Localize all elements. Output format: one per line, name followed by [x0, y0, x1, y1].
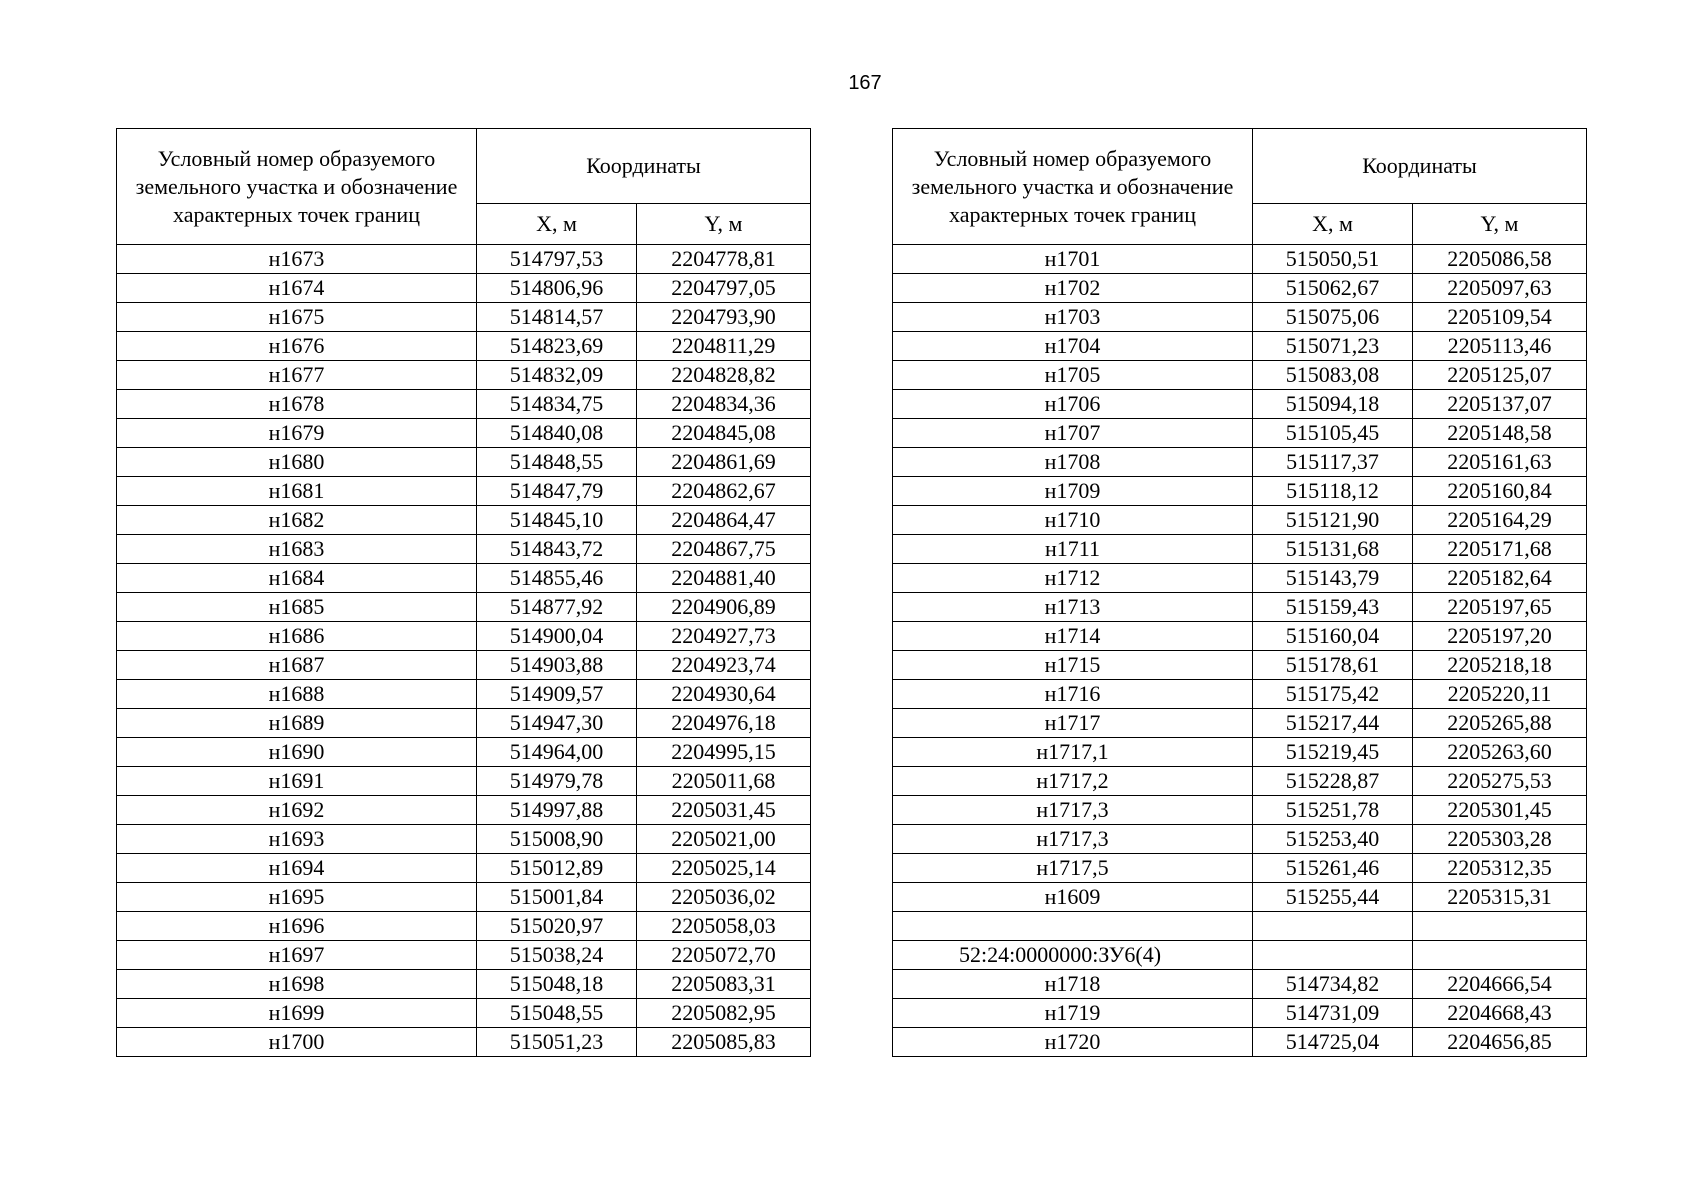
- x-coordinate-cell: 515253,40: [1253, 825, 1413, 854]
- y-coordinate-cell: 2205036,02: [637, 883, 811, 912]
- point-name-cell: н1701: [893, 245, 1253, 274]
- header-point-name: Условный номер образуемого земельного участка и обозначение характерных точек границ: [117, 129, 477, 245]
- y-coordinate-cell: 2205125,07: [1413, 361, 1587, 390]
- x-coordinate-cell: 514877,92: [477, 593, 637, 622]
- y-coordinate-cell: 2205164,29: [1413, 506, 1587, 535]
- table-body-left: [117, 245, 811, 1057]
- table-row: [117, 622, 811, 651]
- y-coordinate-cell: 2205263,60: [1413, 738, 1587, 767]
- x-coordinate-cell: 515050,51: [1253, 245, 1413, 274]
- table-row: [117, 419, 811, 448]
- x-coordinate-cell: 515178,61: [1253, 651, 1413, 680]
- table-row: [117, 680, 811, 709]
- x-coordinate-cell: 515048,18: [477, 970, 637, 999]
- y-coordinate-cell: [1413, 941, 1587, 970]
- x-coordinate-cell: 514947,30: [477, 709, 637, 738]
- y-coordinate-cell: 2205109,54: [1413, 303, 1587, 332]
- table-row: [893, 245, 1587, 274]
- table-row: [893, 506, 1587, 535]
- table-row: [117, 854, 811, 883]
- x-coordinate-cell: 515048,55: [477, 999, 637, 1028]
- table-row: [893, 680, 1587, 709]
- table-row: [893, 303, 1587, 332]
- table-row: [893, 332, 1587, 361]
- point-name-cell: н1684: [117, 564, 477, 593]
- y-coordinate-cell: 2204811,29: [637, 332, 811, 361]
- coordinates-table-right: [892, 128, 1587, 1057]
- table-row: [893, 274, 1587, 303]
- x-coordinate-cell: 515094,18: [1253, 390, 1413, 419]
- point-name-cell: н1712: [893, 564, 1253, 593]
- header-y: Y, м: [1413, 204, 1587, 245]
- y-coordinate-cell: 2205086,58: [1413, 245, 1587, 274]
- point-name-cell: н1679: [117, 419, 477, 448]
- point-name-cell: н1700: [117, 1028, 477, 1057]
- point-name-cell: н1717,2: [893, 767, 1253, 796]
- table-row: [117, 1028, 811, 1057]
- y-coordinate-cell: 2205083,31: [637, 970, 811, 999]
- table-row: [893, 912, 1587, 941]
- y-coordinate-cell: [1413, 912, 1587, 941]
- table-row: [893, 390, 1587, 419]
- table-row: [893, 854, 1587, 883]
- x-coordinate-cell: 515062,67: [1253, 274, 1413, 303]
- x-coordinate-cell: 515121,90: [1253, 506, 1413, 535]
- point-name-cell: н1720: [893, 1028, 1253, 1057]
- table-row: [117, 999, 811, 1028]
- x-coordinate-cell: 515217,44: [1253, 709, 1413, 738]
- y-coordinate-cell: 2204828,82: [637, 361, 811, 390]
- table-row: [117, 941, 811, 970]
- point-name-cell: н1693: [117, 825, 477, 854]
- table-row: [117, 390, 811, 419]
- table-row: [117, 332, 811, 361]
- x-coordinate-cell: 514734,82: [1253, 970, 1413, 999]
- x-coordinate-cell: 514840,08: [477, 419, 637, 448]
- point-name-cell: н1697: [117, 941, 477, 970]
- table-row: [117, 970, 811, 999]
- x-coordinate-cell: 515251,78: [1253, 796, 1413, 825]
- point-name-cell: н1703: [893, 303, 1253, 332]
- point-name-cell: н1715: [893, 651, 1253, 680]
- table-row: [893, 361, 1587, 390]
- table-row: [117, 274, 811, 303]
- point-name-cell: н1696: [117, 912, 477, 941]
- point-name-cell: н1681: [117, 477, 477, 506]
- table-row: [893, 593, 1587, 622]
- x-coordinate-cell: 514797,53: [477, 245, 637, 274]
- table-row: [893, 709, 1587, 738]
- point-name-cell: н1713: [893, 593, 1253, 622]
- y-coordinate-cell: 2205312,35: [1413, 854, 1587, 883]
- table-row: [893, 448, 1587, 477]
- x-coordinate-cell: 514834,75: [477, 390, 637, 419]
- y-coordinate-cell: 2204881,40: [637, 564, 811, 593]
- table-row: [893, 564, 1587, 593]
- y-coordinate-cell: 2205301,45: [1413, 796, 1587, 825]
- point-name-cell: н1706: [893, 390, 1253, 419]
- table-row: [117, 825, 811, 854]
- y-coordinate-cell: 2204923,74: [637, 651, 811, 680]
- y-coordinate-cell: 2204834,36: [637, 390, 811, 419]
- x-coordinate-cell: [1253, 912, 1413, 941]
- x-coordinate-cell: 514725,04: [1253, 1028, 1413, 1057]
- table-row: [117, 477, 811, 506]
- x-coordinate-cell: 514823,69: [477, 332, 637, 361]
- x-coordinate-cell: 514848,55: [477, 448, 637, 477]
- point-name-cell: н1708: [893, 448, 1253, 477]
- table-row: [893, 535, 1587, 564]
- x-coordinate-cell: 514997,88: [477, 796, 637, 825]
- point-name-cell: н1609: [893, 883, 1253, 912]
- y-coordinate-cell: 2205082,95: [637, 999, 811, 1028]
- y-coordinate-cell: 2205031,45: [637, 796, 811, 825]
- x-coordinate-cell: [1253, 941, 1413, 970]
- table-row: [117, 361, 811, 390]
- table-row: [117, 796, 811, 825]
- x-coordinate-cell: 514731,09: [1253, 999, 1413, 1028]
- point-name-cell: н1675: [117, 303, 477, 332]
- y-coordinate-cell: 2205025,14: [637, 854, 811, 883]
- table-row: [893, 738, 1587, 767]
- table-row: [893, 825, 1587, 854]
- y-coordinate-cell: 2205171,68: [1413, 535, 1587, 564]
- x-coordinate-cell: 514832,09: [477, 361, 637, 390]
- point-name-cell: н1718: [893, 970, 1253, 999]
- y-coordinate-cell: 2205058,03: [637, 912, 811, 941]
- x-coordinate-cell: 514979,78: [477, 767, 637, 796]
- y-coordinate-cell: 2204864,47: [637, 506, 811, 535]
- page-number: 167: [848, 72, 882, 94]
- y-coordinate-cell: 2205161,63: [1413, 448, 1587, 477]
- table-row: [117, 738, 811, 767]
- table-row: [893, 941, 1587, 970]
- table-row: [893, 767, 1587, 796]
- x-coordinate-cell: 515071,23: [1253, 332, 1413, 361]
- x-coordinate-cell: 514903,88: [477, 651, 637, 680]
- y-coordinate-cell: 2205182,64: [1413, 564, 1587, 593]
- y-coordinate-cell: 2204995,15: [637, 738, 811, 767]
- point-name-cell: н1699: [117, 999, 477, 1028]
- y-coordinate-cell: 2205097,63: [1413, 274, 1587, 303]
- point-name-cell: н1717: [893, 709, 1253, 738]
- x-coordinate-cell: 515219,45: [1253, 738, 1413, 767]
- point-name-cell: н1710: [893, 506, 1253, 535]
- table-row: [117, 506, 811, 535]
- x-coordinate-cell: 514855,46: [477, 564, 637, 593]
- point-name-cell: н1707: [893, 419, 1253, 448]
- y-coordinate-cell: 2205021,00: [637, 825, 811, 854]
- point-name-cell: н1680: [117, 448, 477, 477]
- header-coordinates: Координаты: [1253, 129, 1587, 204]
- x-coordinate-cell: 515075,06: [1253, 303, 1413, 332]
- y-coordinate-cell: 2204930,64: [637, 680, 811, 709]
- table-row: [893, 622, 1587, 651]
- x-coordinate-cell: 515175,42: [1253, 680, 1413, 709]
- table-row: [893, 999, 1587, 1028]
- x-coordinate-cell: 515160,04: [1253, 622, 1413, 651]
- y-coordinate-cell: 2205197,20: [1413, 622, 1587, 651]
- x-coordinate-cell: 514843,72: [477, 535, 637, 564]
- point-name-cell: н1673: [117, 245, 477, 274]
- point-name-cell: н1695: [117, 883, 477, 912]
- header-point-name: Условный номер образуемого земельного участка и обозначение характерных точек границ: [893, 129, 1253, 245]
- point-name-cell: н1717,1: [893, 738, 1253, 767]
- point-name-cell: н1711: [893, 535, 1253, 564]
- x-coordinate-cell: 515001,84: [477, 883, 637, 912]
- table-row: [117, 709, 811, 738]
- y-coordinate-cell: 2205137,07: [1413, 390, 1587, 419]
- point-name-cell: н1704: [893, 332, 1253, 361]
- table-row: [893, 477, 1587, 506]
- x-coordinate-cell: 515105,45: [1253, 419, 1413, 448]
- x-coordinate-cell: 515117,37: [1253, 448, 1413, 477]
- x-coordinate-cell: 514806,96: [477, 274, 637, 303]
- point-name-cell: н1719: [893, 999, 1253, 1028]
- table-row: [893, 970, 1587, 999]
- x-coordinate-cell: 515038,24: [477, 941, 637, 970]
- y-coordinate-cell: 2205275,53: [1413, 767, 1587, 796]
- point-name-cell: н1674: [117, 274, 477, 303]
- x-coordinate-cell: 515261,46: [1253, 854, 1413, 883]
- y-coordinate-cell: 2205113,46: [1413, 332, 1587, 361]
- point-name-cell: н1691: [117, 767, 477, 796]
- y-coordinate-cell: 2205011,68: [637, 767, 811, 796]
- y-coordinate-cell: 2205303,28: [1413, 825, 1587, 854]
- point-name-cell: н1716: [893, 680, 1253, 709]
- table-row: [117, 651, 811, 680]
- x-coordinate-cell: 515008,90: [477, 825, 637, 854]
- y-coordinate-cell: 2204845,08: [637, 419, 811, 448]
- y-coordinate-cell: 2204927,73: [637, 622, 811, 651]
- x-coordinate-cell: 514814,57: [477, 303, 637, 332]
- point-name-cell: н1717,3: [893, 796, 1253, 825]
- table-row: [893, 796, 1587, 825]
- y-coordinate-cell: 2204862,67: [637, 477, 811, 506]
- x-coordinate-cell: 515255,44: [1253, 883, 1413, 912]
- y-coordinate-cell: 2204668,43: [1413, 999, 1587, 1028]
- table-row: [117, 535, 811, 564]
- x-coordinate-cell: 515020,97: [477, 912, 637, 941]
- y-coordinate-cell: 2204976,18: [637, 709, 811, 738]
- point-name-cell: н1714: [893, 622, 1253, 651]
- y-coordinate-cell: 2205218,18: [1413, 651, 1587, 680]
- point-name-cell: н1709: [893, 477, 1253, 506]
- point-name-cell: н1676: [117, 332, 477, 361]
- header-x: X, м: [477, 204, 637, 245]
- header-y: Y, м: [637, 204, 811, 245]
- y-coordinate-cell: 2205072,70: [637, 941, 811, 970]
- x-coordinate-cell: 515012,89: [477, 854, 637, 883]
- x-coordinate-cell: 514900,04: [477, 622, 637, 651]
- y-coordinate-cell: 2204797,05: [637, 274, 811, 303]
- point-name-cell: н1686: [117, 622, 477, 651]
- point-name-cell: н1685: [117, 593, 477, 622]
- y-coordinate-cell: 2205085,83: [637, 1028, 811, 1057]
- point-name-cell: н1677: [117, 361, 477, 390]
- table-row: [117, 448, 811, 477]
- y-coordinate-cell: 2205197,65: [1413, 593, 1587, 622]
- x-coordinate-cell: 515228,87: [1253, 767, 1413, 796]
- x-coordinate-cell: 515083,08: [1253, 361, 1413, 390]
- table-row: [117, 245, 811, 274]
- point-name-cell: 52:24:0000000:ЗУ6(4): [893, 941, 1253, 970]
- x-coordinate-cell: 515159,43: [1253, 593, 1413, 622]
- table-row: [893, 651, 1587, 680]
- y-coordinate-cell: 2205315,31: [1413, 883, 1587, 912]
- table-row: [117, 303, 811, 332]
- table-row: [893, 1028, 1587, 1057]
- point-name-cell: н1694: [117, 854, 477, 883]
- y-coordinate-cell: 2204867,75: [637, 535, 811, 564]
- y-coordinate-cell: 2205265,88: [1413, 709, 1587, 738]
- header-x: X, м: [1253, 204, 1413, 245]
- y-coordinate-cell: 2204666,54: [1413, 970, 1587, 999]
- table-row: [893, 883, 1587, 912]
- y-coordinate-cell: 2205160,84: [1413, 477, 1587, 506]
- y-coordinate-cell: 2204861,69: [637, 448, 811, 477]
- point-name-cell: н1688: [117, 680, 477, 709]
- table-row: [117, 767, 811, 796]
- y-coordinate-cell: 2204906,89: [637, 593, 811, 622]
- x-coordinate-cell: 515051,23: [477, 1028, 637, 1057]
- header-coordinates: Координаты: [477, 129, 811, 204]
- x-coordinate-cell: 514909,57: [477, 680, 637, 709]
- x-coordinate-cell: 515143,79: [1253, 564, 1413, 593]
- y-coordinate-cell: 2204793,90: [637, 303, 811, 332]
- point-name-cell: н1682: [117, 506, 477, 535]
- point-name-cell: н1698: [117, 970, 477, 999]
- table-row: [893, 419, 1587, 448]
- y-coordinate-cell: 2204778,81: [637, 245, 811, 274]
- point-name-cell: н1689: [117, 709, 477, 738]
- point-name-cell: н1692: [117, 796, 477, 825]
- point-name-cell: н1687: [117, 651, 477, 680]
- x-coordinate-cell: 515131,68: [1253, 535, 1413, 564]
- table-row: [117, 593, 811, 622]
- table-body-right: [893, 245, 1587, 1057]
- point-name-cell: [893, 912, 1253, 941]
- point-name-cell: н1717,5: [893, 854, 1253, 883]
- y-coordinate-cell: 2205220,11: [1413, 680, 1587, 709]
- table-row: [117, 883, 811, 912]
- y-coordinate-cell: 2205148,58: [1413, 419, 1587, 448]
- x-coordinate-cell: 515118,12: [1253, 477, 1413, 506]
- y-coordinate-cell: 2204656,85: [1413, 1028, 1587, 1057]
- point-name-cell: н1717,3: [893, 825, 1253, 854]
- point-name-cell: н1705: [893, 361, 1253, 390]
- point-name-cell: н1702: [893, 274, 1253, 303]
- table-row: [117, 912, 811, 941]
- table-row: [117, 564, 811, 593]
- coordinates-table-left: [116, 128, 811, 1057]
- point-name-cell: н1678: [117, 390, 477, 419]
- x-coordinate-cell: 514845,10: [477, 506, 637, 535]
- point-name-cell: н1683: [117, 535, 477, 564]
- x-coordinate-cell: 514964,00: [477, 738, 637, 767]
- point-name-cell: н1690: [117, 738, 477, 767]
- x-coordinate-cell: 514847,79: [477, 477, 637, 506]
